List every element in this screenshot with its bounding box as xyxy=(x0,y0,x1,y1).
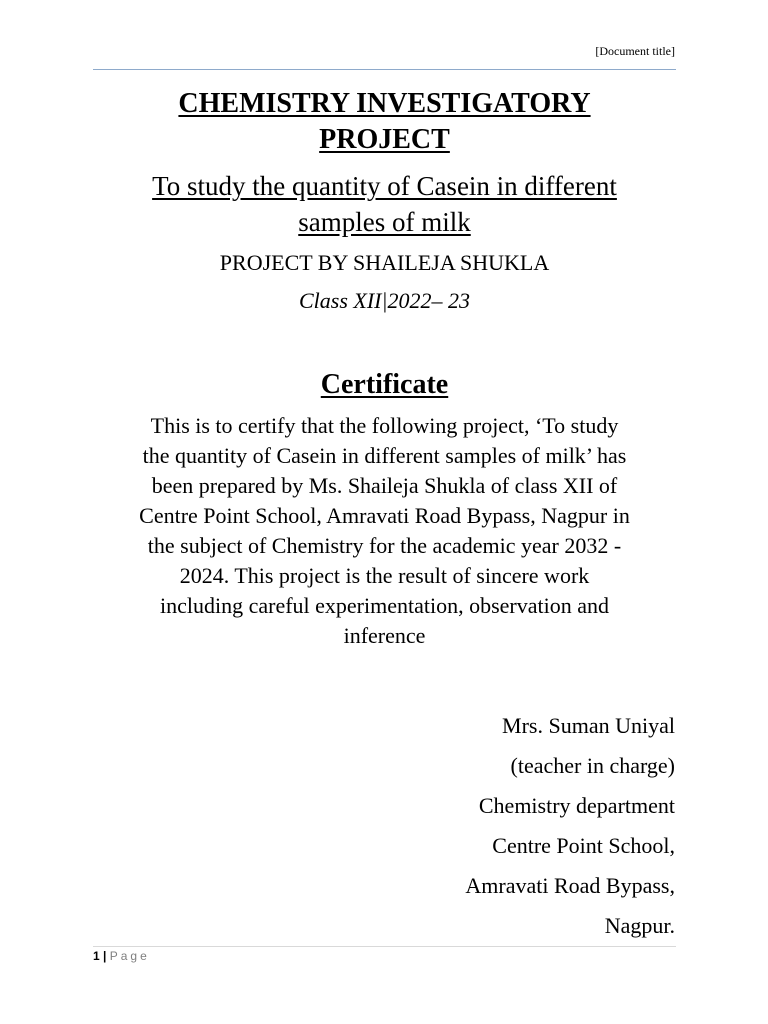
certificate-line: including careful experimentation, observation and xyxy=(159,593,609,618)
certificate-line: This is to certify that the following project, ‘To study xyxy=(150,413,619,438)
page-label: Page xyxy=(109,949,150,963)
subtitle-line-1: To study the quantity of Casein in different xyxy=(152,171,617,201)
page-footer xyxy=(93,948,150,964)
certificate-body xyxy=(93,411,676,651)
signature-line: (teacher in charge) xyxy=(510,753,675,778)
footer-separator: | xyxy=(103,949,107,963)
certificate-heading: Certificate xyxy=(320,369,449,400)
page-number: 1 xyxy=(93,949,100,963)
certificate-line: the subject of Chemistry for the academic year 2032 - xyxy=(147,533,622,558)
class-year: Class XII|2022– 23 xyxy=(298,288,471,313)
header-document-title: [Document title] xyxy=(595,44,675,58)
signature-line: Centre Point School, xyxy=(492,833,675,858)
certificate-line: 2024. This project is the result of sincere work xyxy=(179,563,590,588)
page-title xyxy=(93,86,676,158)
project-subtitle xyxy=(93,168,676,240)
project-author: PROJECT BY SHAILEJA SHUKLA xyxy=(219,250,550,275)
certificate-line: Centre Point School, Amravati Road Bypass, Nagpur in xyxy=(139,503,630,528)
signature-line: Nagpur. xyxy=(604,913,675,938)
signature-block xyxy=(465,706,675,946)
signature-line: Mrs. Suman Uniyal xyxy=(502,713,675,738)
certificate-line: inference xyxy=(343,623,426,648)
title-line-2: PROJECT xyxy=(319,124,450,155)
page-content xyxy=(93,86,676,651)
signature-line: Amravati Road Bypass, xyxy=(465,873,675,898)
certificate-line: the quantity of Casein in different samples of milk’ has xyxy=(142,443,627,468)
signature-line: Chemistry department xyxy=(478,793,675,818)
subtitle-line-2: samples of milk xyxy=(298,207,471,237)
footer-divider xyxy=(93,946,676,947)
certificate-line: been prepared by Ms. Shaileja Shukla of class XII of xyxy=(151,473,618,498)
header-divider xyxy=(93,69,676,70)
title-line-1: CHEMISTRY INVESTIGATORY xyxy=(178,88,591,119)
